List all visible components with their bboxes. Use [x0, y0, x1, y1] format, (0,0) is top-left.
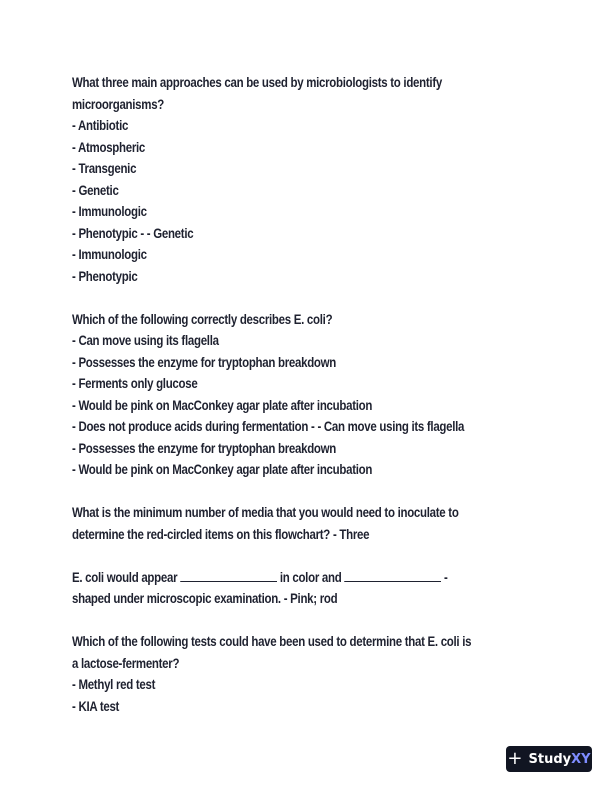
blank-line [344, 569, 441, 582]
question-block-1 [72, 72, 542, 287]
text-fragment: in color and [279, 568, 342, 585]
answer-option: - KIA test [72, 697, 120, 714]
answer-option: - Would be pink on MacConkey agar plate after incubation [72, 396, 373, 413]
blank-line [180, 569, 277, 582]
fill-in-blank-line [72, 567, 457, 589]
answer-option: - Transgenic [72, 160, 137, 176]
text-line: Which of the following correctly describes E. coli? [72, 310, 333, 327]
answer-option: - Does not produce acids during fermentation - - Can move using its flagella [72, 418, 465, 434]
answer-option: - Atmospheric [72, 138, 146, 155]
text-line: What is the minimum number of media that you would need to inoculate to [72, 504, 459, 520]
answer-option: - Immunologic [72, 203, 147, 219]
answer-option: - Antibiotic [72, 117, 129, 133]
answer-option: - Phenotypic [72, 267, 138, 284]
question-block-4 [72, 567, 542, 610]
answer-option: - Ferments only glucose [72, 375, 198, 391]
brand-accent: XY [571, 751, 591, 767]
text-line: determine the red-circled items on this flowchart? - Three [72, 525, 370, 542]
question-block-5 [72, 631, 542, 717]
text-fragment: E. coli would appear [72, 568, 178, 585]
text-line: microorganisms? [72, 95, 165, 112]
question-block-3 [72, 502, 542, 545]
text-fragment: - [444, 568, 448, 585]
document-content [72, 72, 542, 739]
answer-option: - Genetic [72, 181, 119, 198]
answer-option: - Possesses the enzyme for tryptophan breakdown [72, 439, 337, 456]
question-block-2 [72, 309, 542, 481]
text-line: Which of the following tests could have been used to determine that E. coli is [72, 633, 472, 649]
studyxy-badge[interactable] [506, 746, 592, 772]
brand-name [529, 752, 591, 767]
answer-option: - Would be pink on MacConkey agar plate after incubation [72, 461, 373, 477]
brand-main: Study [528, 751, 572, 767]
answer-option: - Methyl red test [72, 676, 156, 692]
plus-icon: + [507, 748, 523, 769]
answer-option: - Can move using its flagella [72, 332, 219, 348]
answer-option: - Possesses the enzyme for tryptophan breakdown [72, 353, 337, 370]
answer-option: - Immunologic [72, 246, 147, 262]
text-line: shaped under microscopic examination. - Pink; rod [72, 590, 338, 606]
text-line: What three main approaches can be used by microbiologists to identify [72, 74, 442, 90]
answer-option: - Phenotypic - - Genetic [72, 224, 194, 241]
text-line: a lactose-fermenter? [72, 654, 180, 671]
